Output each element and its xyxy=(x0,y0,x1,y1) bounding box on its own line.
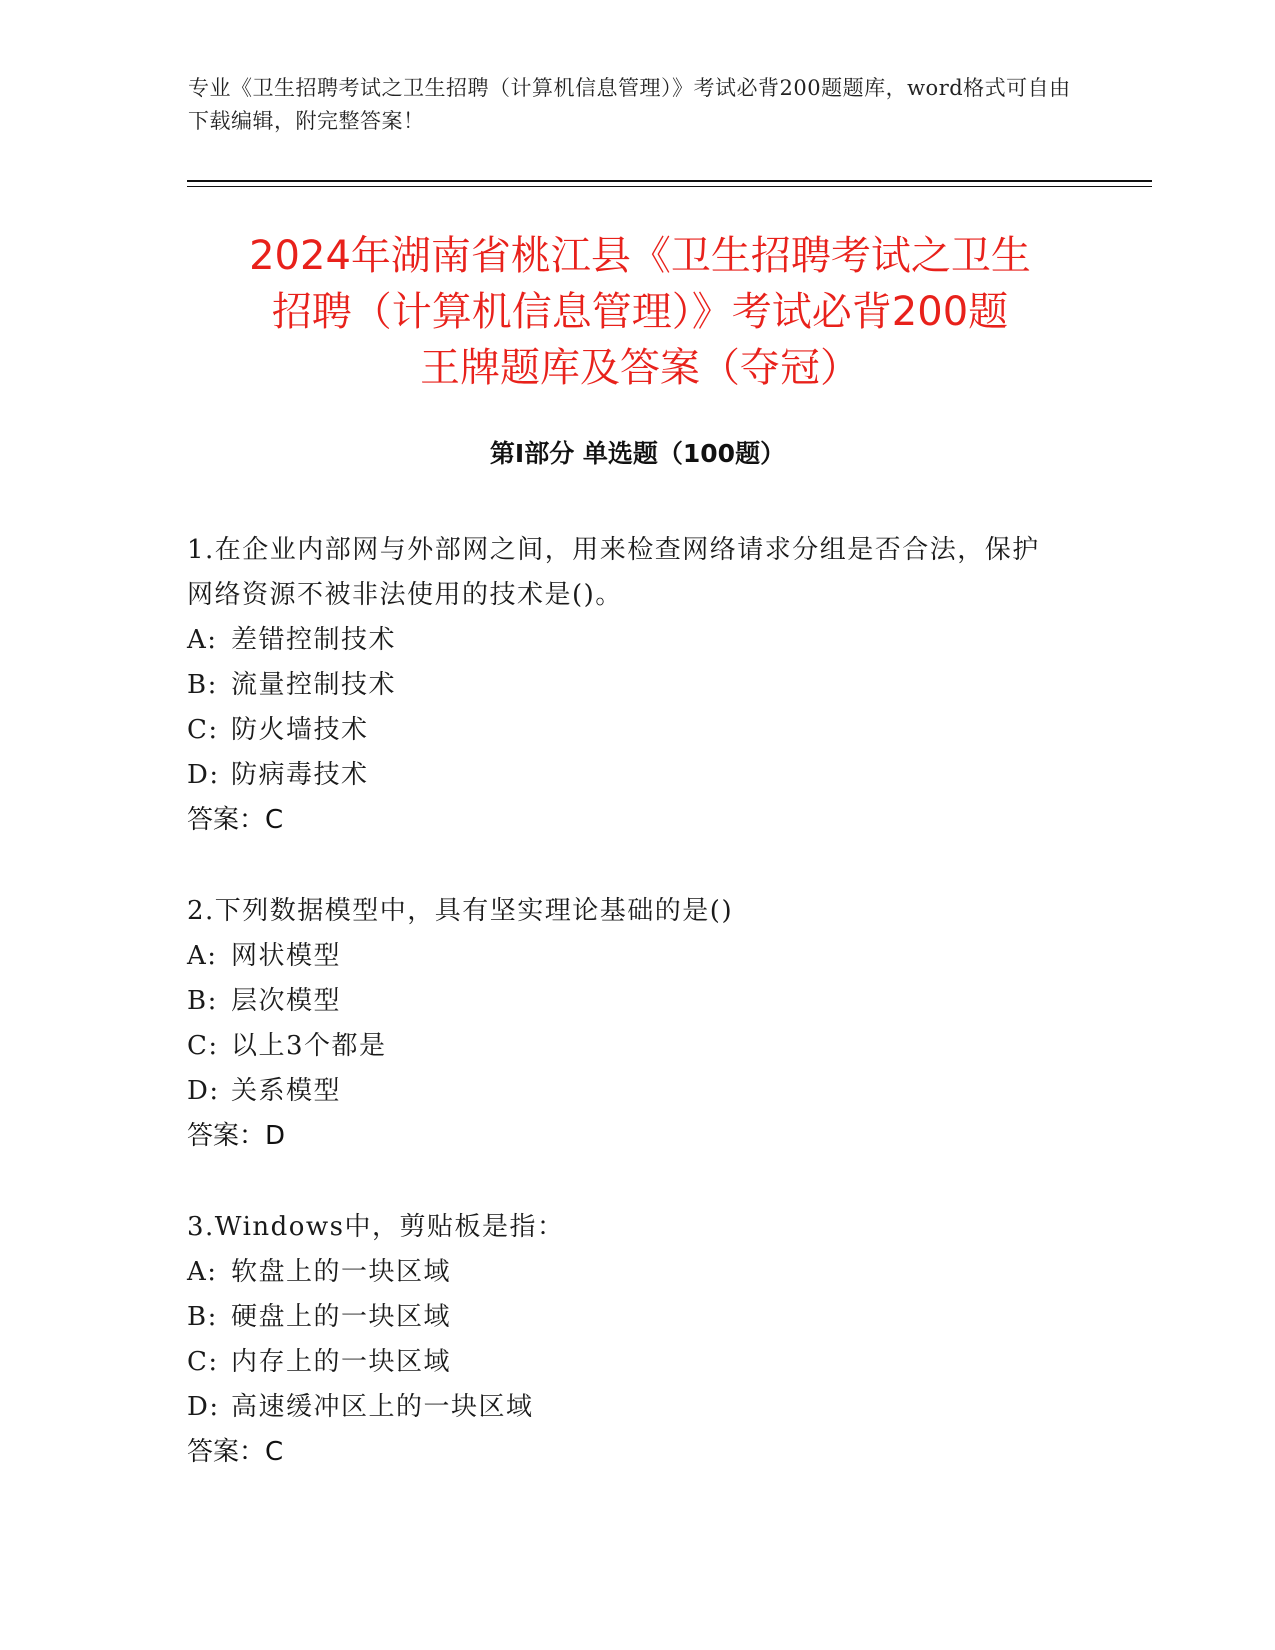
question-option xyxy=(187,663,1067,708)
option-text: 以上3个都是 xyxy=(231,1031,387,1061)
document-title-line: 招聘（计算机信息管理）》考试必背200题 xyxy=(271,289,1009,335)
option-text: 高速缓冲区上的一块区域 xyxy=(231,1392,534,1422)
question-item xyxy=(187,889,1067,1159)
option-letter: C: xyxy=(187,1031,219,1061)
answer-label: 答案： xyxy=(187,1437,266,1467)
question-stem: 3.Windows中，剪贴板是指： xyxy=(187,1212,565,1242)
option-letter: B: xyxy=(187,670,218,700)
question-list xyxy=(187,528,1067,1521)
answer-label: 答案： xyxy=(187,805,266,835)
question-item xyxy=(187,528,1067,843)
option-text: 硬盘上的一块区域 xyxy=(231,1302,452,1332)
header-note: 专业《卫生招聘考试之卫生招聘（计算机信息管理）》考试必背200题题库，word格式可自由下载编辑，附完整答案！ xyxy=(188,76,1071,133)
document-title-line: 2024年湖南省桃江县《卫生招聘考试之卫生 xyxy=(249,233,1031,279)
question-option xyxy=(187,1295,1067,1340)
option-text: 网状模型 xyxy=(231,941,342,971)
option-letter: B: xyxy=(187,986,218,1016)
question-option xyxy=(187,1385,1067,1430)
option-text: 关系模型 xyxy=(231,1076,342,1106)
question-option xyxy=(187,1024,1067,1069)
header-divider-thin xyxy=(187,186,1152,187)
question-answer xyxy=(187,1430,1067,1475)
option-letter: D: xyxy=(187,1076,220,1106)
question-option xyxy=(187,708,1067,753)
question-option xyxy=(187,1069,1067,1114)
question-option xyxy=(187,618,1067,663)
answer-value: C xyxy=(265,1437,284,1467)
question-stem: 1.在企业内部网与外部网之间，用来检查网络请求分组是否合法，保护网络资源不被非法使用的技术是()。 xyxy=(187,535,1040,610)
option-text: 差错控制技术 xyxy=(231,625,397,655)
option-text: 层次模型 xyxy=(231,986,342,1016)
question-option xyxy=(187,1340,1067,1385)
answer-value: C xyxy=(265,805,284,835)
option-letter: C: xyxy=(187,715,219,745)
question-stem: 2.下列数据模型中，具有坚实理论基础的是() xyxy=(187,896,734,926)
option-text: 内存上的一块区域 xyxy=(231,1347,452,1377)
document-title-line: 王牌题库及答案（夺冠） xyxy=(420,345,860,391)
option-letter: A: xyxy=(187,941,218,971)
question-item xyxy=(187,1205,1067,1475)
question-answer xyxy=(187,1114,1067,1159)
answer-value: D xyxy=(265,1121,286,1151)
option-letter: C: xyxy=(187,1347,219,1377)
document-title xyxy=(160,228,1120,396)
option-letter: D: xyxy=(187,760,220,790)
option-letter: A: xyxy=(187,1257,218,1287)
question-answer xyxy=(187,798,1067,843)
section-title: 第Ⅰ部分 单选题（100题） xyxy=(489,439,786,468)
option-text: 软盘上的一块区域 xyxy=(231,1257,452,1287)
answer-label: 答案： xyxy=(187,1121,266,1151)
option-letter: D: xyxy=(187,1392,220,1422)
option-text: 流量控制技术 xyxy=(231,670,397,700)
question-option xyxy=(187,1250,1067,1295)
option-letter: B: xyxy=(187,1302,218,1332)
option-text: 防火墙技术 xyxy=(231,715,369,745)
option-text: 防病毒技术 xyxy=(231,760,369,790)
question-option xyxy=(187,934,1067,979)
option-letter: A: xyxy=(187,625,218,655)
question-option xyxy=(187,979,1067,1024)
question-option xyxy=(187,753,1067,798)
header-divider-thick xyxy=(187,180,1152,182)
